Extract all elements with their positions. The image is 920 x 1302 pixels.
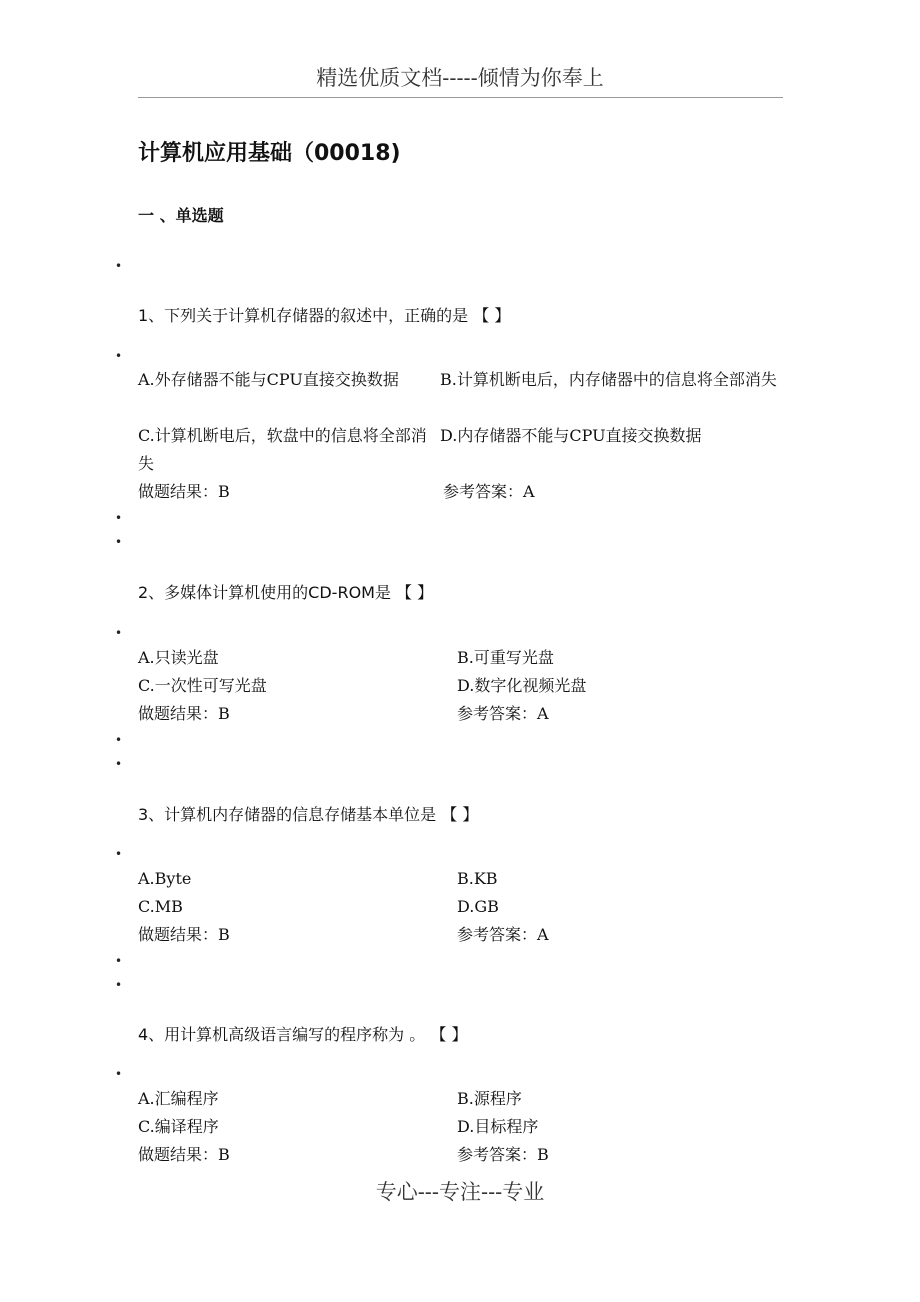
bullet: • <box>115 847 123 861</box>
question-2-option-a: A.只读光盘 <box>138 648 219 667</box>
bullet: • <box>115 1067 123 1081</box>
question-1-text: 1、下列关于计算机存储器的叙述中，正确的是 【 】 <box>138 306 511 325</box>
question-2-text: 2、多媒体计算机使用的CD-ROM是 【 】 <box>138 583 434 602</box>
question-2-option-b: B.可重写光盘 <box>457 648 554 667</box>
bullet: • <box>115 535 123 549</box>
question-1-option-a: A.外存储器不能与CPU直接交换数据 <box>138 370 399 389</box>
bullet: • <box>115 954 123 968</box>
bullet: • <box>115 733 123 747</box>
question-2-option-d: D.数字化视频光盘 <box>457 676 587 695</box>
bullet: • <box>115 626 123 640</box>
page-header: 精选优质文档-----倾情为你奉上 <box>316 66 604 90</box>
question-1-result: 做题结果：B <box>138 482 230 501</box>
question-2-result: 做题结果：B <box>138 704 230 723</box>
page-footer: 专心---专注---专业 <box>375 1180 545 1204</box>
bullet: • <box>115 349 123 363</box>
question-1-option-d: D.内存储器不能与CPU直接交换数据 <box>440 426 702 445</box>
question-3-answer: 参考答案：A <box>457 925 549 944</box>
question-1-option-b: B.计算机断电后，内存储器中的信息将全部消失 <box>440 370 777 389</box>
bullet: • <box>115 757 123 771</box>
question-1-option-c: C.计算机断电后，软盘中的信息将全部消失 <box>138 426 427 473</box>
header-divider <box>138 97 783 98</box>
question-3-result: 做题结果：B <box>138 925 230 944</box>
section-heading: 一 、单选题 <box>138 206 224 225</box>
bullet: • <box>115 259 123 273</box>
question-4-option-c: C.编译程序 <box>138 1117 219 1136</box>
question-3-option-d: D.GB <box>457 897 499 916</box>
question-4-result: 做题结果：B <box>138 1145 230 1164</box>
question-1-answer: 参考答案：A <box>443 482 535 501</box>
bullet: • <box>115 978 123 992</box>
document-title: 计算机应用基础（00018) <box>138 141 401 166</box>
question-4-option-d: D.目标程序 <box>457 1117 539 1136</box>
question-4-option-b: B.源程序 <box>457 1089 522 1108</box>
question-4-text: 4、用计算机高级语言编写的程序称为 。 【 】 <box>138 1025 468 1044</box>
question-3-option-c: C.MB <box>138 897 183 916</box>
question-3-option-b: B.KB <box>457 869 498 888</box>
question-3-text: 3、计算机内存储器的信息存储基本单位是 【 】 <box>138 805 479 824</box>
question-4-option-a: A.汇编程序 <box>138 1089 219 1108</box>
question-2-answer: 参考答案：A <box>457 704 549 723</box>
bullet: • <box>115 511 123 525</box>
question-2-option-c: C.一次性可写光盘 <box>138 676 267 695</box>
question-4-answer: 参考答案：B <box>457 1145 549 1164</box>
question-3-option-a: A.Byte <box>138 869 192 888</box>
